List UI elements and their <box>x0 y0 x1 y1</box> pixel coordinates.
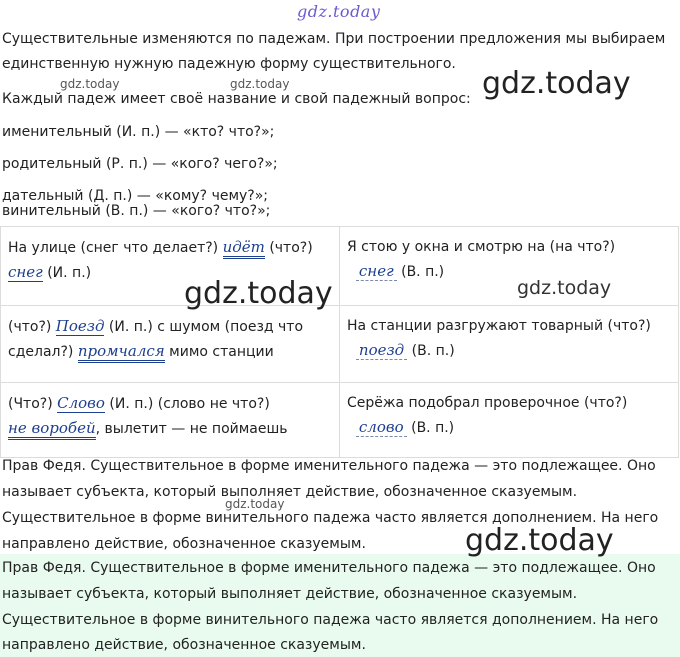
subject-word: Поезд <box>55 317 105 335</box>
watermark-small: gdz.today <box>225 497 285 511</box>
subject-word: снег <box>8 263 43 281</box>
site-logo: gdz.today <box>297 2 381 21</box>
table-cell: На станции разгружают товарный (что?) поезд (В. п.) <box>340 306 679 383</box>
case-dative: дательный (Д. п.) — «кому? чему?»; <box>2 188 269 204</box>
predicate-word: идёт <box>223 238 265 259</box>
watermark-small: gdz.today <box>60 77 120 91</box>
object-word: снег <box>356 262 397 281</box>
intro-line-1: Существительные изменяются по падежам. При построении предложения мы выбираем <box>2 31 666 47</box>
answer-1-line-3: Существительное в форме винительного падежа часто является дополнением. На него <box>2 510 659 526</box>
answer-2-line-3: Существительное в форме винительного падежа часто является дополнением. На него <box>2 612 659 628</box>
object-word: слово <box>356 418 407 437</box>
object-word: поезд <box>356 341 407 360</box>
watermark-small: gdz.today <box>230 77 290 91</box>
watermark-medium: gdz.today <box>517 277 612 299</box>
predicate-word: промчался <box>78 342 165 363</box>
table-row <box>1 306 679 383</box>
answer-1-line-2: называет субъекта, который выполняет действие, обозначенное сказуемым. <box>2 484 578 500</box>
case-nominative: именительный (И. п.) — «кто? что?»; <box>2 124 275 140</box>
answer-2-line-4: направлено действие, обозначенное сказуемым. <box>2 637 366 653</box>
answer-1-line-4: направлено действие, обозначенное сказуемым. <box>2 536 366 552</box>
case-genitive: родительный (Р. п.) — «кого? чего?»; <box>2 156 278 172</box>
table-cell: Я стою у окна и смотрю на (на что?) снег (В. п.) <box>340 227 679 306</box>
answer-2-line-1: Прав Федя. Существительное в форме именительного падежа — это подлежащее. Оно <box>2 560 656 576</box>
table-cell: (Что?) Слово (И. п.) (слово не что?) не воробей, вылетит — не поймаешь <box>1 383 340 458</box>
intro-line-2: единственную нужную падежную форму существительного. <box>2 56 456 72</box>
answer-1-line-1: Прав Федя. Существительное в форме именительного падежа — это подлежащее. Оно <box>2 458 656 474</box>
case-accusative-clipped: винительный (В. п.) — «кого? что?»; <box>2 203 271 219</box>
table-cell: Серёжа подобрал проверочное (что?) слово (В. п.) <box>340 383 679 458</box>
watermark-large: gdz.today <box>465 523 614 558</box>
table-cell: (что?) Поезд (И. п.) с шумом (поезд что сделал?) промчался мимо станции <box>1 306 340 383</box>
intro-line-3: Каждый падеж имеет своё название и свой падежный вопрос: <box>2 91 471 107</box>
subject-word: Слово <box>57 394 105 412</box>
table-cell: На улице (снег что делает?) идёт (что?) снег (И. п.) <box>1 227 340 306</box>
table-row <box>1 383 679 458</box>
watermark-large: gdz.today <box>184 276 333 311</box>
answer-2-line-2: называет субъекта, который выполняет действие, обозначенное сказуемым. <box>2 586 578 602</box>
examples-table <box>0 226 679 458</box>
predicate-word: не воробей <box>8 419 96 440</box>
watermark-large: gdz.today <box>482 66 631 101</box>
